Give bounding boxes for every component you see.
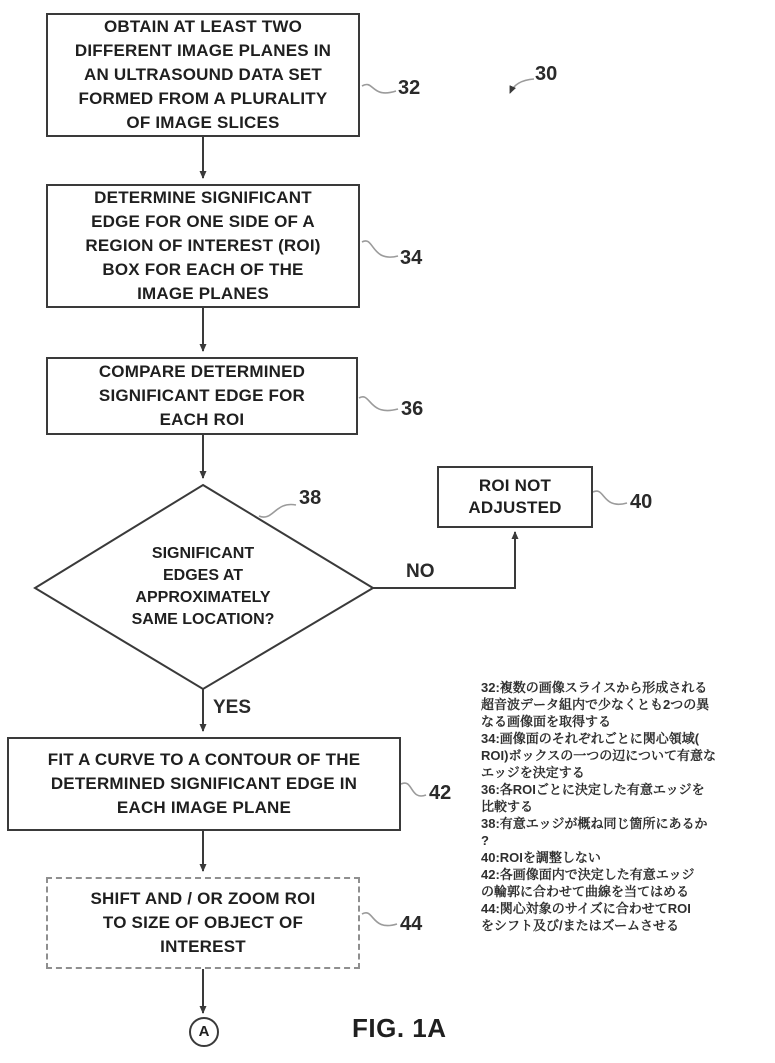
arrow-no-38-to-40 — [373, 532, 515, 588]
ref-label-40: 40 — [630, 491, 653, 513]
node-shift-zoom-roi-label: SHIFT AND / OR ZOOM ROI TO SIZE OF OBJECT OF INTEREST — [90, 889, 316, 956]
node-compare-edges-label: COMPARE DETERMINED SIGNIFICANT EDGE FOR EACH ROI — [98, 362, 306, 429]
leader-line-42 — [401, 783, 426, 796]
node-determine-significant-edge — [46, 184, 360, 308]
node-determine-significant-edge-label: DETERMINE SIGNIFICANT EDGE FOR ONE SIDE OF A REGION OF INTEREST (ROI) BOX FOR EACH OF THE IMAGE PLANES — [85, 188, 321, 303]
leader-line-38 — [259, 504, 296, 517]
node-fit-curve — [7, 737, 401, 831]
japanese-step-annotations: 32:複数の画像スライスから形成される 超音波データ組内で少なくとも2つの異 なる画像面を取得する 34:画像面のそれぞれごとに関心領域( ROI)ボックスの一つの辺について有意な エッジを決定する 36:各ROIごとに決定した有意エッジを 比較する 38:有意エッジが概ね同じ箇所にあるか ? 40:ROIを調整しない 42:各画像面内で決定した有意エッジ の輪郭に合わせて曲線を当てはめる 44:関心対象のサイズに合わせてROI をシフト及び/またはズームさせる — [481, 680, 717, 933]
node-obtain-image-planes-label: OBTAIN AT LEAST TWO DIFFERENT IMAGE PLANES IN AN ULTRASOUND DATA SET FORMED FROM A PLURALITY OF IMAGE SLICES — [74, 17, 332, 132]
node-shift-zoom-roi — [46, 877, 360, 969]
leader-line-36 — [359, 397, 398, 411]
leader-arrow-30 — [510, 79, 534, 93]
branch-label-yes: YES — [213, 697, 252, 718]
node-fit-curve-label: FIT A CURVE TO A CONTOUR OF THE DETERMINED SIGNIFICANT EDGE IN EACH IMAGE PLANE — [47, 750, 361, 817]
leader-line-34 — [362, 241, 398, 257]
node-decision-same-location — [103, 532, 303, 642]
branch-label-no: NO — [406, 561, 435, 582]
figure-caption: FIG. 1A — [352, 1013, 447, 1043]
leader-line-44 — [362, 913, 397, 926]
ref-label-36: 36 — [401, 398, 424, 420]
node-roi-not-adjusted — [437, 466, 593, 528]
ref-label-38: 38 — [299, 487, 322, 509]
node-decision-same-location-label: SIGNIFICANT EDGES AT APPROXIMATELY SAME LOCATION? — [131, 545, 275, 628]
ref-label-42: 42 — [429, 782, 452, 804]
node-obtain-image-planes — [46, 13, 360, 137]
leader-line-40 — [593, 491, 627, 504]
leader-line-32 — [362, 84, 396, 92]
ref-label-32: 32 — [398, 77, 421, 99]
connector-a-label: A — [198, 1023, 210, 1040]
ref-label-34: 34 — [400, 247, 423, 269]
ref-label-30: 30 — [535, 63, 558, 85]
ref-label-44: 44 — [400, 913, 423, 935]
node-roi-not-adjusted-label: ROI NOT ADJUSTED — [468, 476, 562, 517]
node-compare-edges — [46, 357, 358, 435]
